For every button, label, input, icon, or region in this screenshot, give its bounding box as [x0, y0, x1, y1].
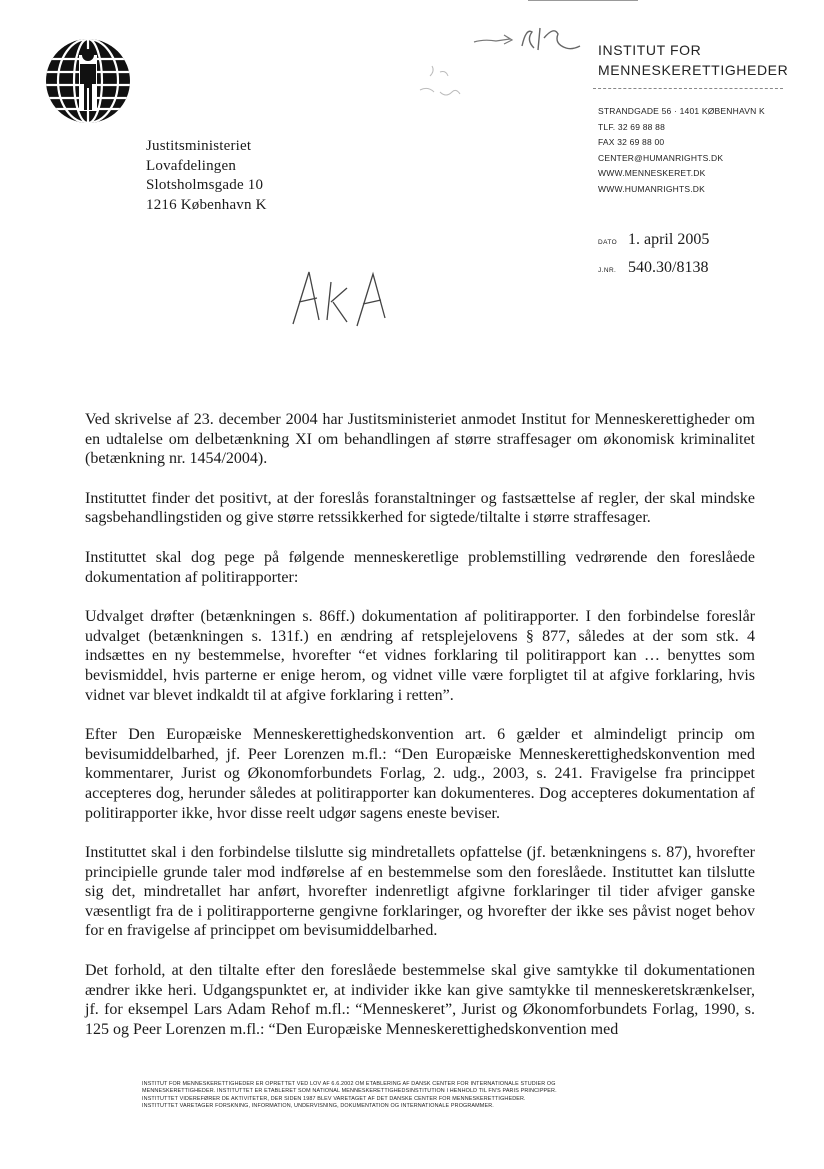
footer-line: INSTITUT FOR MENNESKERETTIGHEDER ER OPRETTET VED LOV AF 6.6.2002 OM ETABLERING AF DANSK CENTER FOR INTERNATIONALE STUDIER OG: [142, 1081, 556, 1087]
body-paragraph: Udvalget drøfter (betænkningen s. 86ff.) dokumentation af politirapporter. I den forbindelse foreslår udvalget (betænkningen s. 131f.) en ændring af retsplejelovens § 877, således at der som stk. 4 indsættes en ny bestemmelse, hvorefter “et vidnes forklaring til politirapport kan … benyttes som bevismiddel, hvis parterne er enige herom, og vidnet ville være forpligtet til at afgive forklaring, hvis vidnet var blevet indkaldt til at afgive forklaring i retten”.: [85, 608, 755, 704]
handwritten-annotation: [470, 20, 590, 62]
org-name-line1: INSTITUT FOR: [598, 42, 702, 58]
body-paragraph: Efter Den Europæiske Menneskerettighedskonvention art. 6 gælder et almindeligt princip om bevisumiddelbarhed, jf. Peer Lorenzen m.fl.: “Den Europæiske Menneskerettighedskonvention med kommentarer, Jurist og Økonomforbundets Forlag, 2. udg., 2003, s. 241. Fravigelse fra princippet accepteres dog, herunder således at politirapporter kan dokumenteres. Dog accepteres dokumentation af politirapporter ikke, hvor disse reelt udgør sagens eneste beviser.: [85, 726, 755, 822]
contact-block: [598, 104, 765, 197]
handwritten-initials-signature: [285, 262, 405, 332]
date-row: [598, 227, 709, 255]
legal-footer: [142, 1081, 702, 1111]
recipient-line: Justitsministeriet: [146, 138, 252, 154]
footer-line: INSTITUTTET VIDEREFØRER DE AKTIVITETER, DER SIDEN 1987 BLEV VARETAGET AF DET DANSKE CENTER FOR MENNESKERETTIGHEDER.: [142, 1095, 526, 1102]
date-value: 1. april 2005: [628, 231, 710, 248]
recipient-line: 1216 København K: [146, 196, 267, 213]
contact-email: CENTER@HUMANRIGHTS.DK: [598, 152, 724, 163]
organization-name: [598, 40, 788, 80]
globe-human-figure-logo: [44, 37, 132, 125]
scan-edge-line: [528, 0, 638, 1]
letter-body: [85, 410, 755, 1059]
recipient-address: [146, 137, 267, 215]
body-paragraph: Ved skrivelse af 23. december 2004 har Justitsministeriet anmodet Institut for Menneskerettigheder om en udtalelse om delbetænkning XI om behandlingen af større straffesager om økonomisk kriminalitet (betænkning nr. 1454/2004).: [85, 411, 755, 468]
header-divider: [593, 88, 783, 89]
contact-website-dk: WWW.MENNESKERET.DK: [598, 168, 706, 178]
recipient-line: Slotsholmsgade 10: [146, 177, 264, 193]
footer-line: INSTITUTTET VARETAGER FORSKNING, INFORMATION, UNDERVISNING, DOKUMENTATION OG INTERNATIONALE PROGRAMMER.: [142, 1103, 494, 1110]
date-label: DATO: [598, 239, 618, 246]
faint-annotation: [410, 60, 510, 120]
contact-website-en: WWW.HUMANRIGHTS.DK: [598, 183, 706, 194]
contact-phone: TLF. 32 69 88 88: [598, 121, 665, 132]
recipient-line: Lovafdelingen: [146, 157, 237, 174]
journal-value: 540.30/8138: [628, 259, 709, 276]
footer-line: MENNESKERETTIGHEDER. INSTITUTTET ER ETABLERET SOM NATIONAL MENNESKERETTIGHEDSINSTITUTION I HENHOLD TIL FN'S PARIS PRINCIPPER.: [142, 1088, 557, 1095]
body-paragraph: Instituttet skal dog pege på følgende menneskeretlige problemstilling vedrørende den foreslåede dokumentation af politirapporter:: [85, 548, 755, 586]
journal-label: J.NR.: [598, 267, 617, 274]
contact-fax: FAX 32 69 88 00: [598, 137, 665, 147]
journal-row: [598, 255, 709, 283]
body-paragraph: Det forhold, at den tiltalte efter den foreslåede bestemmelse skal give samtykke til dokumentationen ændrer ikke heri. Udgangspunktet er, at individer ikke kan give samtykke til menneskeretskrænkelser, jf. for eksempel Lars Adam Rehof m.fl.: “Menneskeret”, Jurist og Økonomforbundets Forlag, 1990, s. 125 og Peer Lorenzen m.fl.: “Den Europæiske Menneskerettighedskonvention med: [85, 962, 755, 1038]
letter-meta: [598, 227, 709, 283]
org-name-line2: MENNESKERETTIGHEDER: [598, 62, 789, 78]
contact-address: STRANDGADE 56 · 1401 KØBENHAVN K: [598, 106, 765, 116]
body-paragraph: Instituttet finder det positivt, at der foreslås foranstaltninger og fastsættelse af regler, der skal mindske sagsbehandlingstiden og give større retssikkerhed for sigtede/tiltalte i større straffesager.: [85, 489, 755, 527]
body-paragraph: Instituttet skal i den forbindelse tilslutte sig mindretallets opfattelse (jf. betænkningens s. 87), hvorefter principielle grunde taler mod indførelse af en bestemmelse som den foreslåede. Instituttet kan tilslutte sig det, mindretallet har anført, hvorefter indenretligt afgivne forklaringer til tider afviger ganske væsentligt fra de i politirapporterne gengivne forklaringer, og hvorefter der ikke ses påvist noget behov for en fravigelse af princippet om bevisumiddelbarhed.: [85, 844, 755, 940]
